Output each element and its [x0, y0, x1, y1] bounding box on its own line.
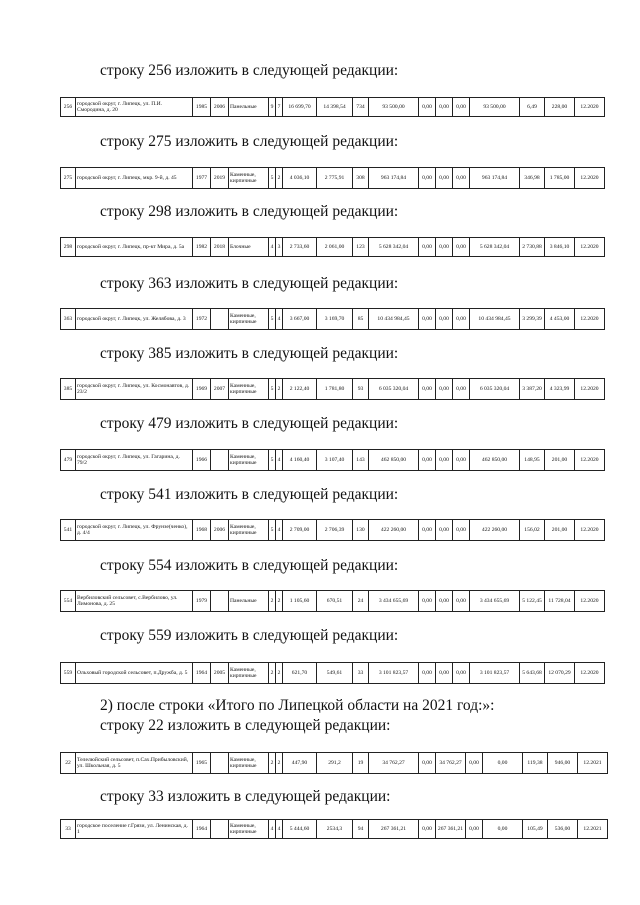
- cell-deadline: 12.2020: [575, 98, 605, 117]
- cell-residents: 143: [353, 450, 369, 471]
- cell-limit-cost: 4 323,99: [545, 379, 575, 400]
- table-row-cells: [61, 98, 605, 117]
- cell-residents: 93: [353, 379, 369, 400]
- cell-total-cost: 3 434 655,69: [369, 591, 419, 612]
- cell-municipal-cost: 0,00: [466, 820, 483, 839]
- cell-living-area: 549,61: [317, 663, 353, 684]
- cell-num: 275: [61, 168, 76, 189]
- cell-total-area: 16 699,70: [283, 98, 317, 117]
- cell-owners-cost: 0,00: [483, 820, 523, 839]
- cell-year-repair: 2019: [211, 168, 229, 189]
- cell-material: Каменные, кирпичные: [229, 309, 269, 330]
- table-row-cells: [61, 379, 605, 400]
- cell-deadline: 12.2020: [575, 520, 605, 541]
- cell-total-cost: 93 500,00: [369, 98, 419, 117]
- cell-municipal-cost: 0,00: [453, 450, 470, 471]
- cell-fund-cost: 0,00: [419, 238, 436, 257]
- cell-num: 363: [61, 309, 76, 330]
- cell-num: 559: [61, 663, 76, 684]
- cell-total-cost: 6 035 320,04: [369, 379, 419, 400]
- cell-total-cost: 267 361,21: [369, 820, 419, 839]
- cell-deadline: 12.2020: [575, 238, 605, 257]
- cell-entrances: 2: [276, 663, 283, 684]
- cell-year-built: 1972: [193, 309, 211, 330]
- cell-total-area: 4 036,10: [283, 168, 317, 189]
- cell-municipal-cost: 0,00: [453, 520, 470, 541]
- cell-address: Ольховый городской сельсовет, п.Дружба, д. 5: [76, 663, 193, 684]
- cell-deadline: 12.2020: [575, 591, 605, 612]
- cell-municipal-cost: 0,00: [453, 379, 470, 400]
- cell-fund-cost: 0,00: [419, 379, 436, 400]
- cell-entrances: 2: [276, 591, 283, 612]
- cell-regional-cost: 0,00: [436, 168, 453, 189]
- cell-regional-cost: 0,00: [436, 591, 453, 612]
- cell-address: городской округ, г. Липецк, ул. Фрунзе(ченко), д. 4/4: [76, 520, 193, 541]
- cell-limit-cost: 946,00: [548, 753, 578, 774]
- cell-year-built: 1966: [193, 450, 211, 471]
- cell-total-area: 447,90: [283, 753, 317, 774]
- cell-living-area: 2 061,00: [317, 238, 353, 257]
- heading-row-559: строку 559 изложить в следующей редакции:: [100, 627, 399, 644]
- cell-limit-cost: 11 728,04: [545, 591, 575, 612]
- cell-floors: 2: [269, 663, 276, 684]
- cell-owners-cost: 3 101 823,57: [470, 663, 520, 684]
- cell-address: Телелюйский сельсовет, п.Сах.Прибыловский, ул. Школьная, д. 5: [76, 753, 193, 774]
- cell-total-cost: 34 762,27: [369, 753, 419, 774]
- cell-limit-cost: 201,00: [545, 520, 575, 541]
- table-row-22: [60, 752, 608, 774]
- cell-entrances: 4: [276, 450, 283, 471]
- heading-row-385: строку 385 изложить в следующей редакции:: [100, 345, 399, 362]
- cell-material: Каменные, кирпичные: [229, 663, 269, 684]
- table-row-cells: [61, 753, 608, 774]
- cell-unit-cost: 105,49: [523, 820, 548, 839]
- cell-total-area: 2 733,60: [283, 238, 317, 257]
- table-row-554: [60, 590, 605, 612]
- cell-deadline: 12.2020: [575, 663, 605, 684]
- table-row-cells: [61, 168, 605, 189]
- cell-fund-cost: 0,00: [419, 450, 436, 471]
- cell-unit-cost: 3 387,20: [520, 379, 545, 400]
- cell-floors: 4: [269, 238, 276, 257]
- cell-year-repair: [211, 450, 229, 471]
- cell-num: 22: [61, 753, 76, 774]
- cell-fund-cost: 0,00: [419, 591, 436, 612]
- cell-residents: 85: [353, 309, 369, 330]
- cell-owners-cost: 5 628 342,04: [470, 238, 520, 257]
- cell-municipal-cost: 0,00: [466, 753, 483, 774]
- cell-num: 33: [61, 820, 76, 839]
- table-row-363: [60, 308, 605, 330]
- cell-floors: 5: [269, 450, 276, 471]
- cell-owners-cost: 963 174,84: [470, 168, 520, 189]
- heading-row-554: строку 554 изложить в следующей редакции:: [100, 557, 399, 574]
- cell-year-built: 1969: [193, 379, 211, 400]
- table-row-cells: [61, 520, 605, 541]
- cell-unit-cost: 5 643,68: [520, 663, 545, 684]
- cell-material: Каменные, кирпичные: [229, 820, 269, 839]
- cell-living-area: 2 706,39: [317, 520, 353, 541]
- heading-row-541: строку 541 изложить в следующей редакции:: [100, 486, 399, 503]
- cell-deadline: 12.2021: [578, 820, 608, 839]
- cell-living-area: 670,51: [317, 591, 353, 612]
- cell-unit-cost: 3 299,39: [520, 309, 545, 330]
- cell-deadline: 12.2020: [575, 450, 605, 471]
- table-row-33: [60, 819, 608, 839]
- heading-row-33: строку 33 изложить в следующей редакции:: [100, 788, 391, 805]
- cell-residents: 734: [353, 98, 369, 117]
- cell-municipal-cost: 0,00: [453, 591, 470, 612]
- heading-row-363: строку 363 изложить в следующей редакции:: [100, 275, 399, 292]
- cell-floors: 2: [269, 753, 276, 774]
- cell-residents: 130: [353, 520, 369, 541]
- table-row-cells: [61, 450, 605, 471]
- cell-floors: 9: [269, 98, 276, 117]
- cell-limit-cost: 1 785,00: [545, 168, 575, 189]
- table-row-275: [60, 167, 605, 189]
- cell-owners-cost: 10 434 984,45: [470, 309, 520, 330]
- table-row-479: [60, 449, 605, 471]
- cell-living-area: 2534,3: [317, 820, 353, 839]
- table-row-cells: [61, 309, 605, 330]
- table-row-541: [60, 519, 605, 541]
- cell-fund-cost: 0,00: [419, 168, 436, 189]
- cell-material: Панельные: [229, 98, 269, 117]
- cell-deadline: 12.2021: [578, 753, 608, 774]
- cell-address: городской округ, г. Липецк, ул. Космонавтов, д. 23/2: [76, 379, 193, 400]
- cell-fund-cost: 0,00: [419, 663, 436, 684]
- cell-material: Каменные, кирпичные: [229, 753, 269, 774]
- cell-address: Вербиловский сельсовет, с.Вербилово, ул. Лимонова, д. 25: [76, 591, 193, 612]
- cell-material: Блочные: [229, 238, 269, 257]
- cell-total-cost: 422 260,00: [369, 520, 419, 541]
- cell-year-built: 1964: [193, 820, 211, 839]
- cell-living-area: 3 169,70: [317, 309, 353, 330]
- cell-regional-cost: 0,00: [436, 238, 453, 257]
- cell-entrances: 4: [276, 820, 283, 839]
- cell-address: городской округ, г. Липецк, мкр. 9-й, д. 45: [76, 168, 193, 189]
- cell-address: городское поселение г.Грязи, ул. Ленинская, д. 1: [76, 820, 193, 839]
- cell-unit-cost: 2 730,88: [520, 238, 545, 257]
- cell-unit-cost: 156,02: [520, 520, 545, 541]
- cell-regional-cost: 0,00: [436, 309, 453, 330]
- cell-regional-cost: 0,00: [436, 379, 453, 400]
- table-row-298: [60, 237, 605, 257]
- cell-address: городской округ, г. Липецк, ул. П.И. Смородина, д. 20: [76, 98, 193, 117]
- cell-fund-cost: 0,00: [419, 520, 436, 541]
- cell-entrances: 2: [276, 168, 283, 189]
- cell-floors: 2: [269, 591, 276, 612]
- cell-limit-cost: 201,00: [545, 450, 575, 471]
- cell-unit-cost: 119,38: [523, 753, 548, 774]
- cell-regional-cost: 34 762,27: [436, 753, 466, 774]
- heading-row-275: строку 275 изложить в следующей редакции:: [100, 133, 399, 150]
- cell-year-repair: [211, 820, 229, 839]
- cell-year-repair: 2018: [211, 238, 229, 257]
- cell-limit-cost: 12 070,29: [545, 663, 575, 684]
- cell-fund-cost: 0,00: [419, 309, 436, 330]
- cell-floors: 5: [269, 520, 276, 541]
- cell-num: 554: [61, 591, 76, 612]
- cell-municipal-cost: 0,00: [453, 663, 470, 684]
- heading-row-256: строку 256 изложить в следующей редакции:: [100, 62, 399, 79]
- cell-num: 256: [61, 98, 76, 117]
- cell-limit-cost: 536,00: [548, 820, 578, 839]
- cell-municipal-cost: 0,00: [453, 168, 470, 189]
- cell-total-area: 1 105,60: [283, 591, 317, 612]
- cell-floors: 5: [269, 309, 276, 330]
- cell-year-built: 1977: [193, 168, 211, 189]
- cell-floors: 4: [269, 820, 276, 839]
- cell-owners-cost: 422 260,00: [470, 520, 520, 541]
- cell-material: Каменные, кирпичные: [229, 379, 269, 400]
- cell-entrances: 7: [276, 98, 283, 117]
- cell-regional-cost: 0,00: [436, 520, 453, 541]
- cell-owners-cost: 0,00: [483, 753, 523, 774]
- cell-living-area: 291,2: [317, 753, 353, 774]
- cell-regional-cost: 0,00: [436, 663, 453, 684]
- cell-floors: 5: [269, 168, 276, 189]
- table-row-256: [60, 97, 605, 117]
- cell-total-area: 5 444,60: [283, 820, 317, 839]
- table-row-cells: [61, 238, 605, 257]
- cell-fund-cost: 0,00: [419, 98, 436, 117]
- cell-total-area: 4 160,40: [283, 450, 317, 471]
- cell-total-cost: 3 101 823,57: [369, 663, 419, 684]
- cell-total-area: 3 667,00: [283, 309, 317, 330]
- cell-year-repair: 2006: [211, 520, 229, 541]
- cell-num: 298: [61, 238, 76, 257]
- cell-regional-cost: 267 361,21: [436, 820, 466, 839]
- table-row-cells: [61, 820, 608, 839]
- cell-year-repair: 2006: [211, 98, 229, 117]
- cell-owners-cost: 93 500,00: [470, 98, 520, 117]
- cell-num: 479: [61, 450, 76, 471]
- cell-year-repair: 2007: [211, 379, 229, 400]
- cell-municipal-cost: 0,00: [453, 238, 470, 257]
- cell-material: Панельные: [229, 591, 269, 612]
- cell-owners-cost: 462 850,00: [470, 450, 520, 471]
- section-2-intro: 2) после строки «Итого по Липецкой области на 2021 год:»:: [100, 697, 495, 714]
- cell-residents: 19: [353, 753, 369, 774]
- heading-row-298: строку 298 изложить в следующей редакции:: [100, 203, 399, 220]
- cell-unit-cost: 346,98: [520, 168, 545, 189]
- cell-municipal-cost: 0,00: [453, 98, 470, 117]
- cell-total-cost: 963 174,84: [369, 168, 419, 189]
- cell-total-cost: 10 434 984,45: [369, 309, 419, 330]
- cell-limit-cost: 3 846,10: [545, 238, 575, 257]
- cell-total-area: 2 709,00: [283, 520, 317, 541]
- cell-floors: 5: [269, 379, 276, 400]
- cell-entrances: 4: [276, 520, 283, 541]
- cell-year-repair: [211, 591, 229, 612]
- cell-year-built: 1985: [193, 98, 211, 117]
- cell-year-built: 1964: [193, 663, 211, 684]
- cell-living-area: 14 398,54: [317, 98, 353, 117]
- cell-unit-cost: 148,95: [520, 450, 545, 471]
- cell-year-built: 1979: [193, 591, 211, 612]
- cell-total-area: 2 122,40: [283, 379, 317, 400]
- table-row-385: [60, 378, 605, 400]
- cell-total-cost: 5 628 342,04: [369, 238, 419, 257]
- table-row-cells: [61, 591, 605, 612]
- cell-entrances: 2: [276, 379, 283, 400]
- cell-residents: 94: [353, 820, 369, 839]
- cell-year-built: 1982: [193, 238, 211, 257]
- cell-owners-cost: 3 434 655,69: [470, 591, 520, 612]
- cell-unit-cost: 6,49: [520, 98, 545, 117]
- table-row-cells: [61, 663, 605, 684]
- cell-regional-cost: 0,00: [436, 450, 453, 471]
- cell-limit-cost: 228,00: [545, 98, 575, 117]
- cell-num: 385: [61, 379, 76, 400]
- cell-year-repair: [211, 309, 229, 330]
- heading-row-22: строку 22 изложить в следующей редакции:: [100, 717, 391, 734]
- cell-address: городской округ, г. Липецк, ул. Гагарина, д. 79/2: [76, 450, 193, 471]
- cell-limit-cost: 4 453,00: [545, 309, 575, 330]
- cell-living-area: 2 775,91: [317, 168, 353, 189]
- cell-residents: 33: [353, 663, 369, 684]
- cell-material: Каменные, кирпичные: [229, 450, 269, 471]
- cell-deadline: 12.2020: [575, 379, 605, 400]
- cell-owners-cost: 6 035 320,04: [470, 379, 520, 400]
- cell-address: городской округ, г. Липецк, пр-кт Мира, д. 5а: [76, 238, 193, 257]
- cell-material: Каменные, кирпичные: [229, 520, 269, 541]
- cell-address: городской округ, г. Липецк, ул. Желябова, д. 3: [76, 309, 193, 330]
- cell-total-cost: 462 850,00: [369, 450, 419, 471]
- cell-municipal-cost: 0,00: [453, 309, 470, 330]
- cell-entrances: 3: [276, 238, 283, 257]
- cell-year-built: 1965: [193, 753, 211, 774]
- cell-fund-cost: 0,00: [419, 820, 436, 839]
- cell-living-area: 1 781,80: [317, 379, 353, 400]
- cell-unit-cost: 5 122,45: [520, 591, 545, 612]
- heading-row-479: строку 479 изложить в следующей редакции:: [100, 415, 399, 432]
- cell-residents: 308: [353, 168, 369, 189]
- cell-material: Каменные, кирпичные: [229, 168, 269, 189]
- cell-living-area: 3 107,40: [317, 450, 353, 471]
- cell-total-area: 621,70: [283, 663, 317, 684]
- cell-deadline: 12.2020: [575, 309, 605, 330]
- cell-num: 541: [61, 520, 76, 541]
- cell-year-repair: 2005: [211, 663, 229, 684]
- cell-entrances: 4: [276, 309, 283, 330]
- cell-year-repair: [211, 753, 229, 774]
- cell-residents: 123: [353, 238, 369, 257]
- table-row-559: [60, 662, 605, 684]
- cell-year-built: 1968: [193, 520, 211, 541]
- cell-entrances: 2: [276, 753, 283, 774]
- cell-regional-cost: 0,00: [436, 98, 453, 117]
- cell-fund-cost: 0,00: [419, 753, 436, 774]
- cell-deadline: 12.2020: [575, 168, 605, 189]
- cell-residents: 24: [353, 591, 369, 612]
